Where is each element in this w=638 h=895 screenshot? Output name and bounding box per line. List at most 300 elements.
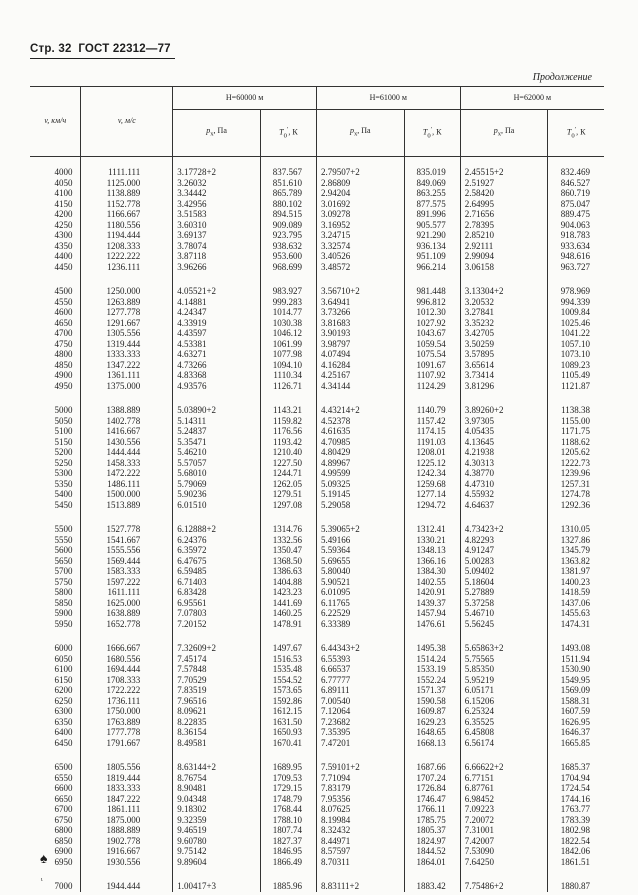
cell-t0-62000: 1400.23	[548, 577, 604, 588]
cell-px-62000: 5.56245	[460, 619, 548, 630]
cell-t0-60000: 1210.40	[260, 447, 316, 458]
cell-v-ms: 1833.333	[81, 783, 173, 794]
cell-px-60000: 3.17728+2	[173, 157, 261, 178]
cell-t0-60000: 1193.42	[260, 437, 316, 448]
cell-t0-61000: 981.448	[404, 272, 460, 297]
cell-t0-60000: 1612.15	[260, 706, 316, 717]
cell-t0-61000: 877.575	[404, 199, 460, 210]
cell-px-61000: 5.59364	[316, 545, 404, 556]
cell-px-60000: 9.60780	[173, 836, 261, 847]
cell-v-ms: 1277.778	[81, 307, 173, 318]
cell-px-61000: 4.25167	[316, 370, 404, 381]
cell-t0-62000: 1802.98	[548, 825, 604, 836]
cell-v-kmh: 5550	[54, 534, 73, 545]
cell-px-62000: 4.73423+2	[460, 510, 548, 535]
cell-px-62000: 5.46710	[460, 608, 548, 619]
continuation-label: Продолжение	[532, 72, 592, 83]
cell-t0-61000: 1208.01	[404, 447, 460, 458]
cell-t0-61000: 1571.37	[404, 685, 460, 696]
cell-px-62000: 3.35232	[460, 318, 548, 329]
cell-t0-61000: 1027.92	[404, 318, 460, 329]
cell-t0-60000: 1516.53	[260, 654, 316, 665]
cell-px-61000: 6.33389	[316, 619, 404, 630]
cell-px-62000: 3.42705	[460, 328, 548, 339]
cell-t0-62000: 1607.59	[548, 706, 604, 717]
cell-t0-61000: 891.996	[404, 209, 460, 220]
cell-px-61000: 3.01692	[316, 199, 404, 210]
cell-v-ms: 1527.778	[81, 510, 173, 535]
cell-px-60000: 7.57848	[173, 664, 261, 675]
cell-px-60000: 8.49581	[173, 738, 261, 749]
cell-v-kmh: 6500	[54, 762, 73, 772]
cell-t0-62000: 1274.78	[548, 489, 604, 500]
cell-px-61000: 4.16284	[316, 360, 404, 371]
cell-v-kmh: 6900	[54, 846, 73, 856]
cell-px-62000: 6.77151	[460, 773, 548, 784]
cell-px-61000: 6.89111	[316, 685, 404, 696]
cell-px-61000: 7.83179	[316, 783, 404, 794]
cell-v-ms: 1930.556	[81, 857, 173, 868]
cell-v-kmh: 6800	[54, 825, 73, 835]
cell-v-kmh: 5850	[54, 597, 73, 608]
cell-v-ms: 1236.111	[81, 262, 173, 273]
cell-t0-61000: 849.069	[404, 178, 460, 189]
cell-px-62000: 5.75565	[460, 654, 548, 665]
cell-px-60000: 9.46519	[173, 825, 261, 836]
cell-px-60000: 4.53381	[173, 339, 261, 350]
group-header-60000: H=60000 м	[173, 87, 317, 110]
cell-px-60000: 5.79069	[173, 479, 261, 490]
cell-v-kmh: 5750	[54, 576, 73, 587]
cell-t0-62000: 1569.09	[548, 685, 604, 696]
table-row	[30, 685, 604, 696]
table-row	[30, 178, 604, 189]
cell-v-ms: 1888.889	[81, 825, 173, 836]
table-row	[30, 220, 604, 231]
cell-t0-60000: 953.600	[260, 251, 316, 262]
cell-t0-60000: 999.283	[260, 297, 316, 308]
cell-t0-62000: 1057.10	[548, 339, 604, 350]
cell-px-62000: 5.09402	[460, 566, 548, 577]
cell-v-ms: 1708.333	[81, 675, 173, 686]
cell-t0-62000: 948.616	[548, 251, 604, 262]
cell-v-ms: 1500.000	[81, 489, 173, 500]
cell-px-60000: 3.87118	[173, 251, 261, 262]
cell-t0-62000: 904.063	[548, 220, 604, 231]
cell-t0-62000: 1073.10	[548, 349, 604, 360]
cell-px-60000: 6.59485	[173, 566, 261, 577]
cell-px-61000: 7.71094	[316, 773, 404, 784]
cell-px-60000: 5.35471	[173, 437, 261, 448]
table-row	[30, 815, 604, 826]
cell-t0-60000: 1227.50	[260, 458, 316, 469]
cell-v-ms: 1763.889	[81, 717, 173, 728]
cell-t0-61000: 1609.87	[404, 706, 460, 717]
cell-t0-60000: 938.632	[260, 241, 316, 252]
cell-px-61000: 2.79507+2	[316, 157, 404, 178]
cell-t0-60000: 1807.74	[260, 825, 316, 836]
cell-px-61000: 6.55393	[316, 654, 404, 665]
cell-px-61000: 4.89967	[316, 458, 404, 469]
cell-t0-60000: 1350.47	[260, 545, 316, 556]
cell-px-61000: 8.32432	[316, 825, 404, 836]
cell-v-kmh: 5150	[54, 436, 73, 447]
table-row	[30, 794, 604, 805]
cell-v-kmh: 4500	[54, 286, 73, 296]
cell-v-ms: 1625.000	[81, 598, 173, 609]
cell-v-ms: 1166.667	[81, 209, 173, 220]
cell-px-60000: 1.00417+3	[173, 867, 261, 892]
cell-px-61000: 3.98797	[316, 339, 404, 350]
cell-v-kmh: 5900	[54, 608, 73, 618]
cell-t0-60000: 1314.76	[260, 510, 316, 535]
cell-t0-61000: 1402.55	[404, 577, 460, 588]
cell-px-61000: 5.09325	[316, 479, 404, 490]
cell-t0-60000: 968.699	[260, 262, 316, 273]
cell-t0-61000: 1457.94	[404, 608, 460, 619]
cell-t0-62000: 1646.37	[548, 727, 604, 738]
cell-t0-61000: 1225.12	[404, 458, 460, 469]
cell-px-60000: 8.63144+2	[173, 748, 261, 773]
cell-v-ms: 1263.889	[81, 297, 173, 308]
header-underline	[30, 58, 175, 59]
cell-t0-60000: 1143.21	[260, 391, 316, 416]
cell-px-62000: 4.91247	[460, 545, 548, 556]
cell-t0-60000: 1650.93	[260, 727, 316, 738]
cell-v-kmh: 6150	[54, 674, 73, 685]
table-row	[30, 381, 604, 392]
cell-px-62000: 6.87761	[460, 783, 548, 794]
cell-v-kmh: 6300	[54, 706, 73, 716]
table-row	[30, 188, 604, 199]
cell-v-ms: 1791.667	[81, 738, 173, 749]
cell-t0-60000: 1061.99	[260, 339, 316, 350]
cell-px-62000: 5.95219	[460, 675, 548, 686]
table-row	[30, 426, 604, 437]
cell-t0-60000: 1110.34	[260, 370, 316, 381]
cell-v-kmh: 4150	[54, 198, 73, 209]
cell-px-60000: 4.24347	[173, 307, 261, 318]
cell-t0-61000: 1259.68	[404, 479, 460, 490]
cell-px-62000: 3.65614	[460, 360, 548, 371]
cell-v-ms: 1138.889	[81, 188, 173, 199]
cell-v-ms: 1680.556	[81, 654, 173, 665]
cell-px-62000: 4.05435	[460, 426, 548, 437]
cell-v-kmh: 6700	[54, 804, 73, 814]
cell-px-60000: 3.34442	[173, 188, 261, 199]
cell-px-60000: 3.42956	[173, 199, 261, 210]
ornament-mark: ♠	[40, 852, 48, 867]
cell-px-60000: 4.93576	[173, 381, 261, 392]
cell-t0-61000: 1707.24	[404, 773, 460, 784]
cell-t0-60000: 1368.50	[260, 556, 316, 567]
cell-px-60000: 9.32359	[173, 815, 261, 826]
cell-t0-60000: 1846.95	[260, 846, 316, 857]
margin-tick: ι	[41, 877, 43, 883]
col-header-v-ms: v, м/с	[81, 87, 173, 157]
cell-t0-60000: 1573.65	[260, 685, 316, 696]
cell-t0-62000: 1665.85	[548, 738, 604, 749]
cell-v-kmh: 6450	[54, 737, 73, 748]
cell-v-kmh: 6400	[54, 727, 73, 737]
cell-t0-60000: 1709.53	[260, 773, 316, 784]
cell-px-60000: 3.51583	[173, 209, 261, 220]
cell-t0-60000: 1094.10	[260, 360, 316, 371]
cell-t0-60000: 983.927	[260, 272, 316, 297]
cell-v-kmh: 5350	[54, 478, 73, 489]
cell-t0-62000: 1744.16	[548, 794, 604, 805]
standard-code: ГОСТ 22312—77	[78, 43, 171, 55]
cell-t0-61000: 1533.19	[404, 664, 460, 675]
cell-px-62000: 3.13304+2	[460, 272, 548, 297]
cell-t0-60000: 1554.52	[260, 675, 316, 686]
table-row	[30, 857, 604, 868]
cell-px-62000: 7.42007	[460, 836, 548, 847]
cell-v-ms: 1333.333	[81, 349, 173, 360]
cell-t0-60000: 1279.51	[260, 489, 316, 500]
cell-t0-60000: 909.089	[260, 220, 316, 231]
cell-t0-62000: 963.727	[548, 262, 604, 273]
cell-v-kmh: 5200	[54, 447, 73, 457]
cell-px-62000: 2.58420	[460, 188, 548, 199]
table-row	[30, 577, 604, 588]
page-header	[30, 43, 171, 55]
cell-px-60000: 8.76754	[173, 773, 261, 784]
cell-t0-62000: 875.047	[548, 199, 604, 210]
cell-px-60000: 4.33919	[173, 318, 261, 329]
cell-t0-62000: 1724.54	[548, 783, 604, 794]
cell-px-61000: 8.70311	[316, 857, 404, 868]
cell-t0-60000: 1460.25	[260, 608, 316, 619]
cell-px-61000: 6.01095	[316, 587, 404, 598]
cell-px-61000: 5.80040	[316, 566, 404, 577]
cell-px-60000: 7.70529	[173, 675, 261, 686]
cell-t0-62000: 1880.87	[548, 867, 604, 892]
cell-v-kmh: 5050	[54, 415, 73, 426]
cell-t0-60000: 1827.37	[260, 836, 316, 847]
cell-px-60000: 4.43597	[173, 328, 261, 339]
cell-t0-62000: 1327.86	[548, 535, 604, 546]
cell-v-ms: 1555.556	[81, 545, 173, 556]
cell-t0-60000: 1244.71	[260, 468, 316, 479]
cell-px-61000: 3.64941	[316, 297, 404, 308]
cell-px-61000: 4.61635	[316, 426, 404, 437]
cell-t0-61000: 1844.52	[404, 846, 460, 857]
cell-px-60000: 9.04348	[173, 794, 261, 805]
cell-px-60000: 5.57057	[173, 458, 261, 469]
table-row	[30, 251, 604, 262]
col-header-px: $p_x$, Па	[173, 110, 261, 157]
table-row	[30, 447, 604, 458]
cell-v-kmh: 6750	[54, 814, 73, 825]
cell-v-kmh: 4400	[54, 251, 73, 261]
cell-px-60000: 7.20152	[173, 619, 261, 630]
cell-t0-62000: 1138.38	[548, 391, 604, 416]
cell-px-61000: 4.52378	[316, 416, 404, 427]
cell-v-ms: 1319.444	[81, 339, 173, 350]
cell-px-61000: 3.24715	[316, 230, 404, 241]
cell-t0-61000: 966.214	[404, 262, 460, 273]
cell-t0-61000: 1766.11	[404, 804, 460, 815]
cell-v-kmh: 6050	[54, 653, 73, 664]
cell-v-kmh: 5300	[54, 468, 73, 478]
table-row	[30, 416, 604, 427]
cell-v-ms: 1152.778	[81, 199, 173, 210]
cell-t0-60000: 851.610	[260, 178, 316, 189]
group-header-61000: H=61000 м	[316, 87, 460, 110]
cell-v-kmh: 5250	[54, 457, 73, 468]
cell-px-60000: 5.46210	[173, 447, 261, 458]
cell-px-62000: 4.82293	[460, 535, 548, 546]
table-row	[30, 199, 604, 210]
col-header-v-kmh: v, км/ч	[30, 87, 81, 157]
cell-t0-60000: 1689.95	[260, 748, 316, 773]
table-row	[30, 500, 604, 511]
cell-v-ms: 1375.000	[81, 381, 173, 392]
cell-px-61000: 2.94204	[316, 188, 404, 199]
col-header-px: $p_x$, Па	[460, 110, 548, 157]
cell-v-ms: 1388.889	[81, 391, 173, 416]
cell-px-60000: 3.69137	[173, 230, 261, 241]
table-row	[30, 349, 604, 360]
cell-px-61000: 5.29058	[316, 500, 404, 511]
cell-t0-62000: 918.783	[548, 230, 604, 241]
cell-v-ms: 1819.444	[81, 773, 173, 784]
cell-t0-61000: 1746.47	[404, 794, 460, 805]
cell-px-62000: 3.27841	[460, 307, 548, 318]
cell-v-kmh: 4900	[54, 370, 73, 380]
cell-v-kmh: 5800	[54, 587, 73, 597]
cell-t0-60000: 1729.15	[260, 783, 316, 794]
cell-v-ms: 1916.667	[81, 846, 173, 857]
cell-v-kmh: 6350	[54, 716, 73, 727]
cell-t0-61000: 1043.67	[404, 328, 460, 339]
table-row	[30, 619, 604, 630]
cell-v-kmh: 4450	[54, 261, 73, 272]
cell-t0-62000: 1381.97	[548, 566, 604, 577]
cell-px-62000: 7.64250	[460, 857, 548, 868]
cell-px-61000: 3.40526	[316, 251, 404, 262]
cell-t0-61000: 1420.91	[404, 587, 460, 598]
cell-px-62000: 7.75486+2	[460, 867, 548, 892]
cell-px-61000: 8.83111+2	[316, 867, 404, 892]
cell-t0-62000: 832.469	[548, 157, 604, 178]
cell-t0-61000: 1476.61	[404, 619, 460, 630]
cell-v-kmh: 4350	[54, 240, 73, 251]
cell-px-61000: 6.22529	[316, 608, 404, 619]
cell-v-ms: 1125.000	[81, 178, 173, 189]
cell-px-60000: 6.35972	[173, 545, 261, 556]
cell-px-61000: 3.32574	[316, 241, 404, 252]
cell-px-60000: 4.63271	[173, 349, 261, 360]
cell-t0-62000: 1310.05	[548, 510, 604, 535]
cell-v-ms: 1583.333	[81, 566, 173, 577]
cell-px-62000: 3.50259	[460, 339, 548, 350]
cell-px-61000: 4.70985	[316, 437, 404, 448]
cell-t0-60000: 1297.08	[260, 500, 316, 511]
cell-t0-62000: 1685.37	[548, 748, 604, 773]
cell-v-kmh: 4050	[54, 177, 73, 188]
cell-px-62000: 6.25324	[460, 706, 548, 717]
cell-px-61000: 3.09278	[316, 209, 404, 220]
cell-v-ms: 1944.444	[81, 867, 173, 892]
cell-px-60000: 5.14311	[173, 416, 261, 427]
cell-t0-62000: 1188.62	[548, 437, 604, 448]
cell-t0-61000: 1514.24	[404, 654, 460, 665]
cell-v-kmh: 5500	[54, 524, 73, 534]
cell-v-ms: 1291.667	[81, 318, 173, 329]
cell-t0-61000: 936.134	[404, 241, 460, 252]
table-row	[30, 370, 604, 381]
cell-t0-61000: 996.812	[404, 297, 460, 308]
cell-v-ms: 1486.111	[81, 479, 173, 490]
cell-t0-61000: 1277.14	[404, 489, 460, 500]
cell-px-60000: 6.24376	[173, 535, 261, 546]
cell-v-ms: 1569.444	[81, 556, 173, 567]
cell-t0-61000: 1330.21	[404, 535, 460, 546]
cell-v-kmh: 4700	[54, 328, 73, 338]
cell-t0-62000: 1089.23	[548, 360, 604, 371]
cell-px-61000: 6.44343+2	[316, 629, 404, 654]
cell-t0-62000: 933.634	[548, 241, 604, 252]
cell-t0-60000: 1866.49	[260, 857, 316, 868]
cell-v-kmh: 4300	[54, 230, 73, 240]
table-row	[30, 836, 604, 847]
cell-t0-62000: 1418.59	[548, 587, 604, 598]
cell-t0-61000: 1174.15	[404, 426, 460, 437]
cell-t0-62000: 1105.49	[548, 370, 604, 381]
cell-t0-61000: 951.109	[404, 251, 460, 262]
cell-v-kmh: 4650	[54, 317, 73, 328]
cell-px-60000: 7.45174	[173, 654, 261, 665]
cell-px-61000: 8.57597	[316, 846, 404, 857]
table-row	[30, 748, 604, 773]
table-row	[30, 328, 604, 339]
cell-t0-62000: 889.475	[548, 209, 604, 220]
cell-px-61000: 7.12064	[316, 706, 404, 717]
cell-px-62000: 2.78395	[460, 220, 548, 231]
cell-v-ms: 1652.778	[81, 619, 173, 630]
cell-t0-62000: 1763.77	[548, 804, 604, 815]
cell-px-60000: 8.36154	[173, 727, 261, 738]
cell-v-ms: 1305.556	[81, 328, 173, 339]
table-row	[30, 272, 604, 297]
table-row	[30, 738, 604, 749]
cell-v-ms: 1541.667	[81, 535, 173, 546]
cell-v-kmh: 4800	[54, 349, 73, 359]
table-row	[30, 391, 604, 416]
cell-v-kmh: 6600	[54, 783, 73, 793]
cell-t0-61000: 1590.58	[404, 696, 460, 707]
cell-t0-61000: 1883.42	[404, 867, 460, 892]
cell-px-60000: 5.68010	[173, 468, 261, 479]
table-row	[30, 468, 604, 479]
col-header-t0: $T_0'$, К	[548, 110, 604, 157]
table-row	[30, 230, 604, 241]
cell-v-ms: 1416.667	[81, 426, 173, 437]
cell-px-60000: 8.22835	[173, 717, 261, 728]
cell-t0-60000: 837.567	[260, 157, 316, 178]
cell-px-61000: 3.90193	[316, 328, 404, 339]
table-row	[30, 458, 604, 469]
cell-px-62000: 2.99094	[460, 251, 548, 262]
cell-px-62000: 2.45515+2	[460, 157, 548, 178]
cell-px-60000: 4.83368	[173, 370, 261, 381]
cell-v-kmh: 5950	[54, 618, 73, 629]
cell-t0-60000: 894.515	[260, 209, 316, 220]
cell-v-kmh: 4250	[54, 219, 73, 230]
cell-t0-62000: 846.527	[548, 178, 604, 189]
